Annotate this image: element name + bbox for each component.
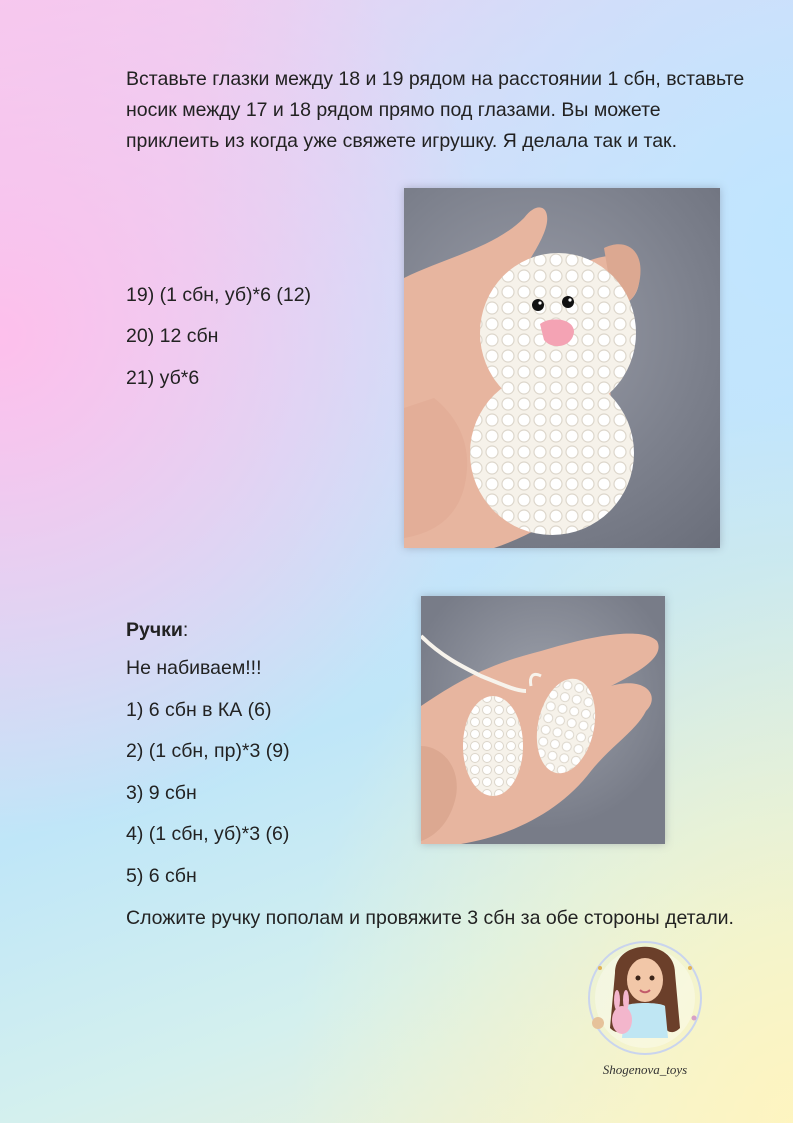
arms-row-3: 3) 9 сбн — [126, 782, 197, 804]
photo-snowman-head — [404, 188, 720, 548]
head-row-19: 19) (1 сбн, уб)*6 (12) — [126, 284, 312, 306]
head-row-20: 20) 12 сбн — [126, 325, 219, 347]
arms-row-2: 2) (1 сбн, пр)*3 (9) — [126, 740, 290, 762]
photo-arms — [421, 596, 665, 844]
arms-title-text: Ручки — [126, 619, 183, 641]
arms-title — [126, 615, 188, 645]
arms-row-4: 4) (1 сбн, уб)*3 (6) — [126, 823, 290, 845]
arms-note: Не набиваем!!! — [126, 657, 262, 679]
arms-title-colon: : — [182, 619, 189, 641]
arms-row-5: 5) 6 сбн — [126, 865, 197, 887]
brand-logo — [570, 928, 720, 1088]
intro-paragraph: Вставьте глазки между 18 и 19 рядом на расстоянии 1 сбн, вставьте носик между 17 и 18 рядом прямо под глазами. Вы можете приклеить из когда уже свяжете игрушку. Я делала так и так. — [126, 68, 745, 152]
head-row-21: 21) уб*6 — [126, 367, 200, 389]
arms-row-1: 1) 6 сбн в КА (6) — [126, 699, 272, 721]
logo-signature: Shogenova_toys — [602, 1062, 688, 1077]
arms-outro: Сложите ручку пополам и провяжите 3 сбн за обе стороны детали. — [126, 907, 734, 929]
logo-emblem — [570, 928, 720, 1063]
